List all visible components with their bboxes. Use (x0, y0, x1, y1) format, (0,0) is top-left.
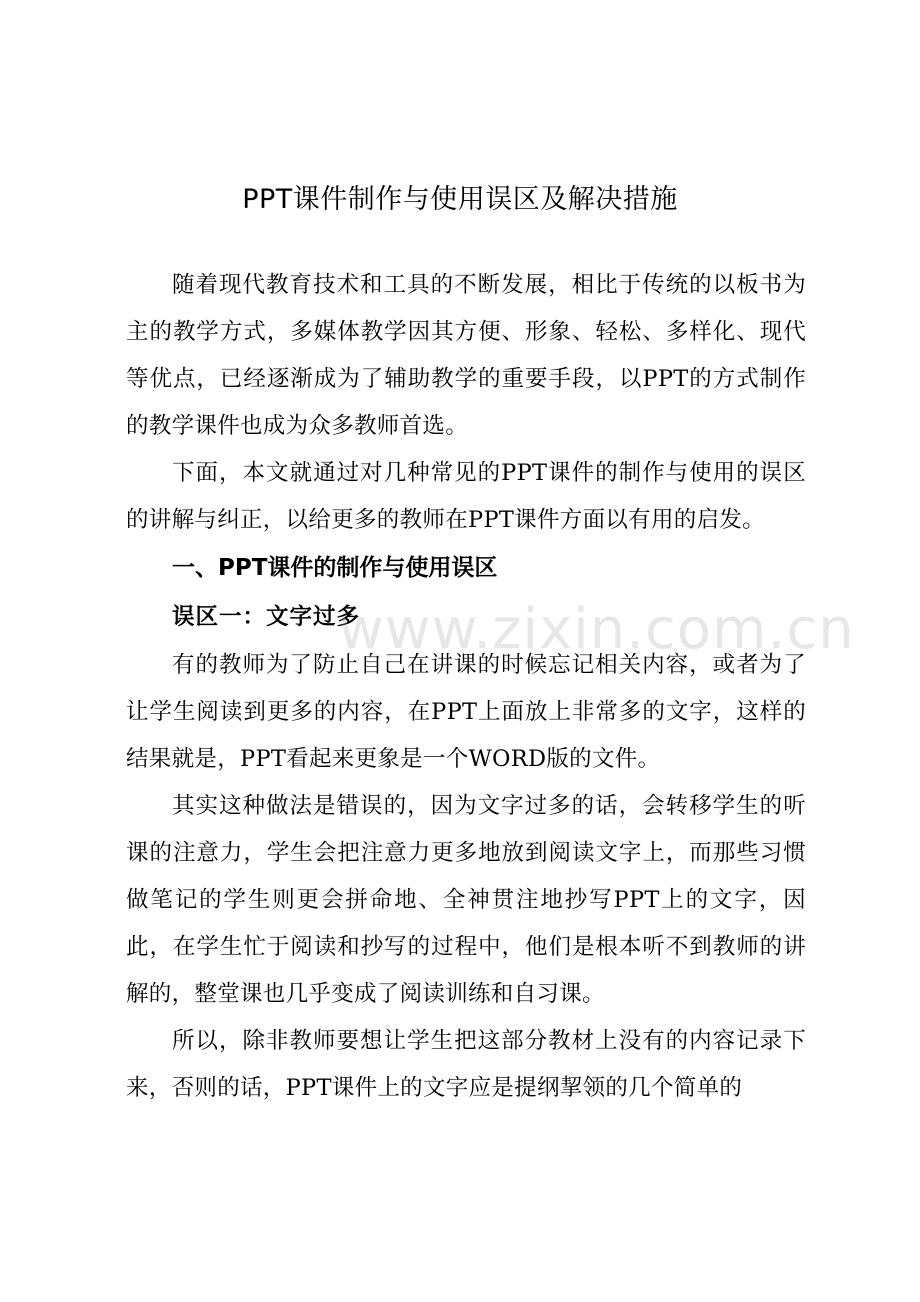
section-paragraph-2: 其实这种做法是错误的，因为文字过多的话，会转移学生的听课的注意力，学生会把注意力更多地放到阅读文字上，而那些习惯做笔记的学生则更会拼命地、全神贯注地抄写PPT上的文字，因此，在学生忙于阅读和抄写的过程中，他们是根本听不到教师的讲解的，整堂课也几乎变成了阅读训练和自习课。 (126, 793, 806, 1007)
watermark: www.zixin.com.cn (338, 597, 855, 662)
section-paragraph-1: 有的教师为了防止自己在讲课的时候忘记相关内容，或者为了让学生阅读到更多的内容，在PPT上面放上非常多的文字，这样的结果就是，PPT看起来更象是一个WORD版的文件。 (126, 652, 806, 772)
document-body (126, 262, 806, 1112)
section-heading: 一、PPT课件的制作与使用误区 (172, 555, 498, 581)
intro-paragraph-1: 随着现代教育技术和工具的不断发展，相比于传统的以板书为主的教学方式，多媒体教学因其方便、形象、轻松、多样化、现代等优点，已经逐渐成为了辅助教学的重要手段，以PPT的方式制作的教学课件也成为众多教师首选。 (126, 272, 806, 439)
document-title: PPT课件制作与使用误区及解决措施 (242, 184, 678, 215)
intro-paragraph-2: 下面，本文就通过对几种常见的PPT课件的制作与使用的误区的讲解与纠正，以给更多的教师在PPT课件方面以有用的启发。 (126, 460, 806, 533)
section-paragraph-3: 所以，除非教师要想让学生把这部分教材上没有的内容记录下来，否则的话，PPT课件上的文字应是提纲挈领的几个简单的 (126, 1028, 806, 1101)
sub-heading: 误区一：文字过多 (172, 604, 361, 630)
